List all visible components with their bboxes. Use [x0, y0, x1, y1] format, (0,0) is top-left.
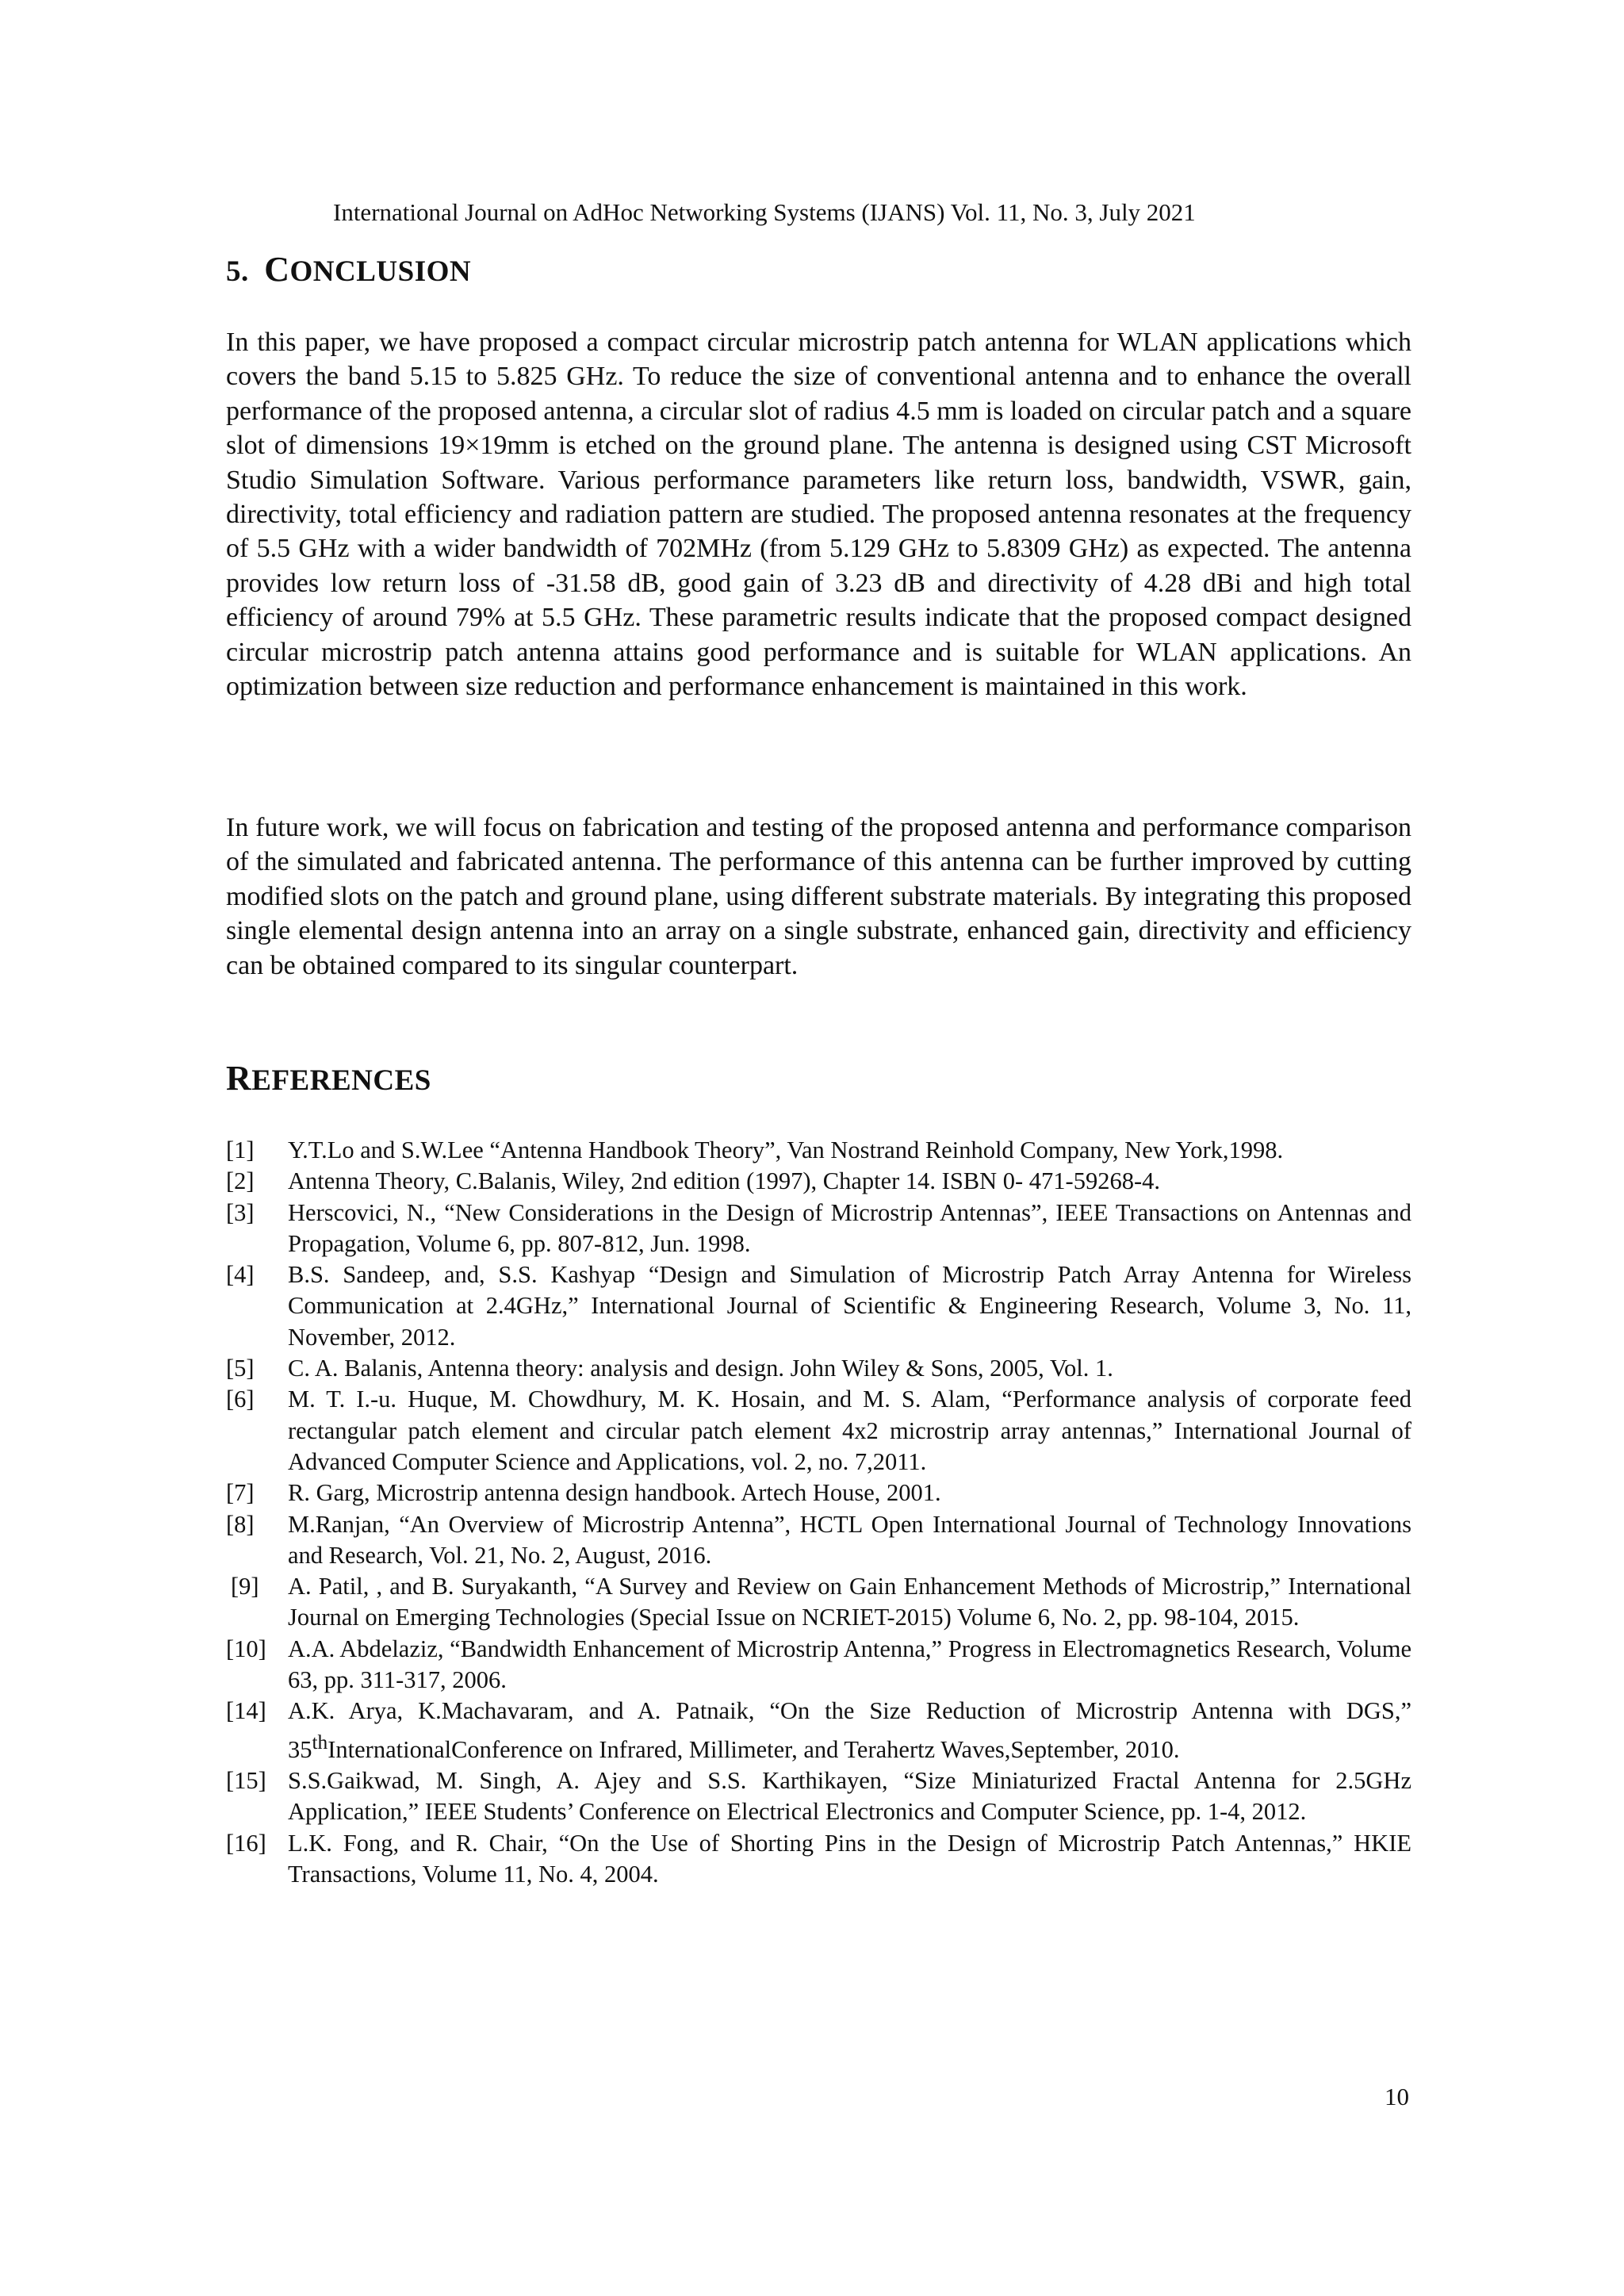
- reference-text: Herscovici, N., “New Considerations in the Design of Microstrip Antennas”, IEEE Transactions on Antennas and Propagation, Volume 6, pp. 807-812, Jun. 1998.: [288, 1198, 1411, 1257]
- reference-item: [226, 1135, 1411, 1166]
- reference-text: S.S.Gaikwad, M. Singh, A. Ajey and S.S. Karthikayen, “Size Miniaturized Fractal Antenna for 2.5GHz Application,” IEEE Students’ Conference on Electrical Electronics and Computer Science, pp. 1-4, 2012.: [288, 1767, 1411, 1826]
- references-title-rest: EFERENCES: [251, 1064, 431, 1097]
- reference-text: L.K. Fong, and R. Chair, “On the Use of Shorting Pins in the Design of Microstrip Patch Antennas,” HKIE Transactions, Volume 11, No. 4, 2004.: [288, 1829, 1411, 1888]
- reference-text: Y.T.Lo and S.W.Lee “Antenna Handbook Theory”, Van Nostrand Reinhold Company, New York,1998.: [288, 1137, 1284, 1163]
- conclusion-title-rest: ONCLUSION: [289, 255, 472, 288]
- running-header: International Journal on AdHoc Networking Systems (IJANS) Vol. 11, No. 3, July 2021: [333, 198, 1196, 226]
- reference-number: [14]: [226, 1697, 266, 1725]
- conclusion-paragraph-1: In this paper, we have proposed a compact circular microstrip patch antenna for WLAN applications which covers the band 5.15 to 5.825 GHz. To reduce the size of conventional antenna and to enhance the overall performance of the proposed antenna, a circular slot of radius 4.5 mm is loaded on circular patch and a square slot of dimensions 19×19mm is etched on the ground plane. The antenna is designed using CST Microsoft Studio Simulation Software. Various performance parameters like return loss, bandwidth, VSWR, gain, directivity, total efficiency and radiation pattern are studied. The proposed antenna resonates at the frequency of 5.5 GHz with a wider bandwidth of 702MHz (from 5.129 GHz to 5.8309 GHz) as expected. The antenna provides low return loss of -31.58 dB, good gain of 3.23 dB and directivity of 4.28 dBi and high total efficiency of around 79% at 5.5 GHz. These parametric results indicate that the proposed compact designed circular microstrip patch antenna attains good performance and is suitable for WLAN applications. An optimization between size reduction and performance enhancement is maintained in this work.: [226, 328, 1411, 702]
- reference-item: [226, 1509, 1411, 1572]
- reference-number: [4]: [226, 1261, 255, 1289]
- reference-item: [226, 1259, 1411, 1353]
- reference-text: A.A. Abdelaziz, “Bandwidth Enhancement of Microstrip Antenna,” Progress in Electromagnetics Research, Volume 63, pp. 311-317, 2006.: [288, 1635, 1411, 1694]
- reference-text: R. Garg, Microstrip antenna design handbook. Artech House, 2001.: [288, 1479, 941, 1507]
- references-title-initial: R: [226, 1059, 252, 1098]
- reference-item: [226, 1478, 1411, 1508]
- reference-number: [3]: [226, 1198, 255, 1226]
- reference-number: [8]: [226, 1510, 255, 1538]
- reference-text: M. T. I.-u. Huque, M. Chowdhury, M. K. Hosain, and M. S. Alam, “Performance analysis of corporate feed rectangular patch element and circular patch element 4x2 microstrip array antennas,” International Journal of Advanced Computer Science and Applications, vol. 2, no. 7,2011.: [288, 1386, 1411, 1475]
- reference-number: [6]: [226, 1386, 255, 1413]
- reference-number: [16]: [226, 1829, 266, 1857]
- reference-number: [1]: [226, 1137, 255, 1163]
- reference-number: [7]: [226, 1479, 255, 1507]
- reference-item: [226, 1198, 1411, 1260]
- reference-number: [10]: [226, 1635, 266, 1662]
- reference-item: [226, 1765, 1411, 1828]
- reference-text: [288, 1697, 1411, 1762]
- conclusion-number: 5.: [226, 255, 249, 288]
- conclusion-heading: [226, 251, 471, 291]
- reference-item: [226, 1353, 1411, 1384]
- references-heading: [226, 1060, 431, 1100]
- reference-item: [226, 1696, 1411, 1765]
- conclusion-paragraph-2: In future work, we will focus on fabrication and testing of the proposed antenna and performance comparison of the simulated and fabricated antenna. The performance of this antenna can be further improved by cutting modified slots on the patch and ground plane, using different substrate materials. By integrating this proposed single elemental design antenna into an array on a single substrate, enhanced gain, directivity and efficiency can be obtained compared to its singular counterpart.: [226, 813, 1411, 980]
- reference-superscript: th: [312, 1731, 328, 1754]
- page-number: 10: [1385, 2083, 1409, 2110]
- reference-number: [5]: [226, 1355, 255, 1382]
- reference-list: [226, 1135, 1411, 1890]
- conclusion-body-future: [226, 811, 1411, 983]
- reference-text: C. A. Balanis, Antenna theory: analysis and design. John Wiley & Sons, 2005, Vol. 1.: [288, 1355, 1113, 1382]
- reference-item: [226, 1166, 1411, 1197]
- reference-item: [226, 1828, 1411, 1891]
- conclusion-body: [226, 325, 1411, 703]
- reference-text-after: InternationalConference on Infrared, Millimeter, and Terahertz Waves,September, 2010.: [327, 1735, 1180, 1763]
- conclusion-title-initial: C: [264, 250, 290, 289]
- reference-number: [15]: [226, 1767, 266, 1795]
- reference-text: M.Ranjan, “An Overview of Microstrip Antenna”, HCTL Open International Journal of Technology Innovations and Research, Vol. 21, No. 2, August, 2016.: [288, 1510, 1411, 1569]
- reference-item: [226, 1384, 1411, 1478]
- reference-text: A. Patil, , and B. Suryakanth, “A Survey and Review on Gain Enhancement Methods of Microstrip,” International Journal on Emerging Technologies (Special Issue on NCRIET-2015) Volume 6, No. 2, pp. 98-104, 2015.: [288, 1573, 1411, 1631]
- reference-number: [9]: [231, 1573, 259, 1600]
- reference-number: [2]: [226, 1167, 255, 1195]
- reference-text: B.S. Sandeep, and, S.S. Kashyap “Design and Simulation of Microstrip Patch Array Antenna for Wireless Communication at 2.4GHz,” International Journal of Scientific & Engineering Research, Volume 3, No. 11, November, 2012.: [288, 1261, 1411, 1351]
- reference-text-before: A.K. Arya, K.Machavaram, and A. Patnaik, “On the Size Reduction of Microstrip Antenna with DGS,” 35: [288, 1697, 1411, 1763]
- reference-item: [226, 1571, 1411, 1634]
- reference-text: Antenna Theory, C.Balanis, Wiley, 2nd edition (1997), Chapter 14. ISBN 0- 471-59268-4.: [288, 1167, 1160, 1195]
- reference-item: [226, 1634, 1411, 1696]
